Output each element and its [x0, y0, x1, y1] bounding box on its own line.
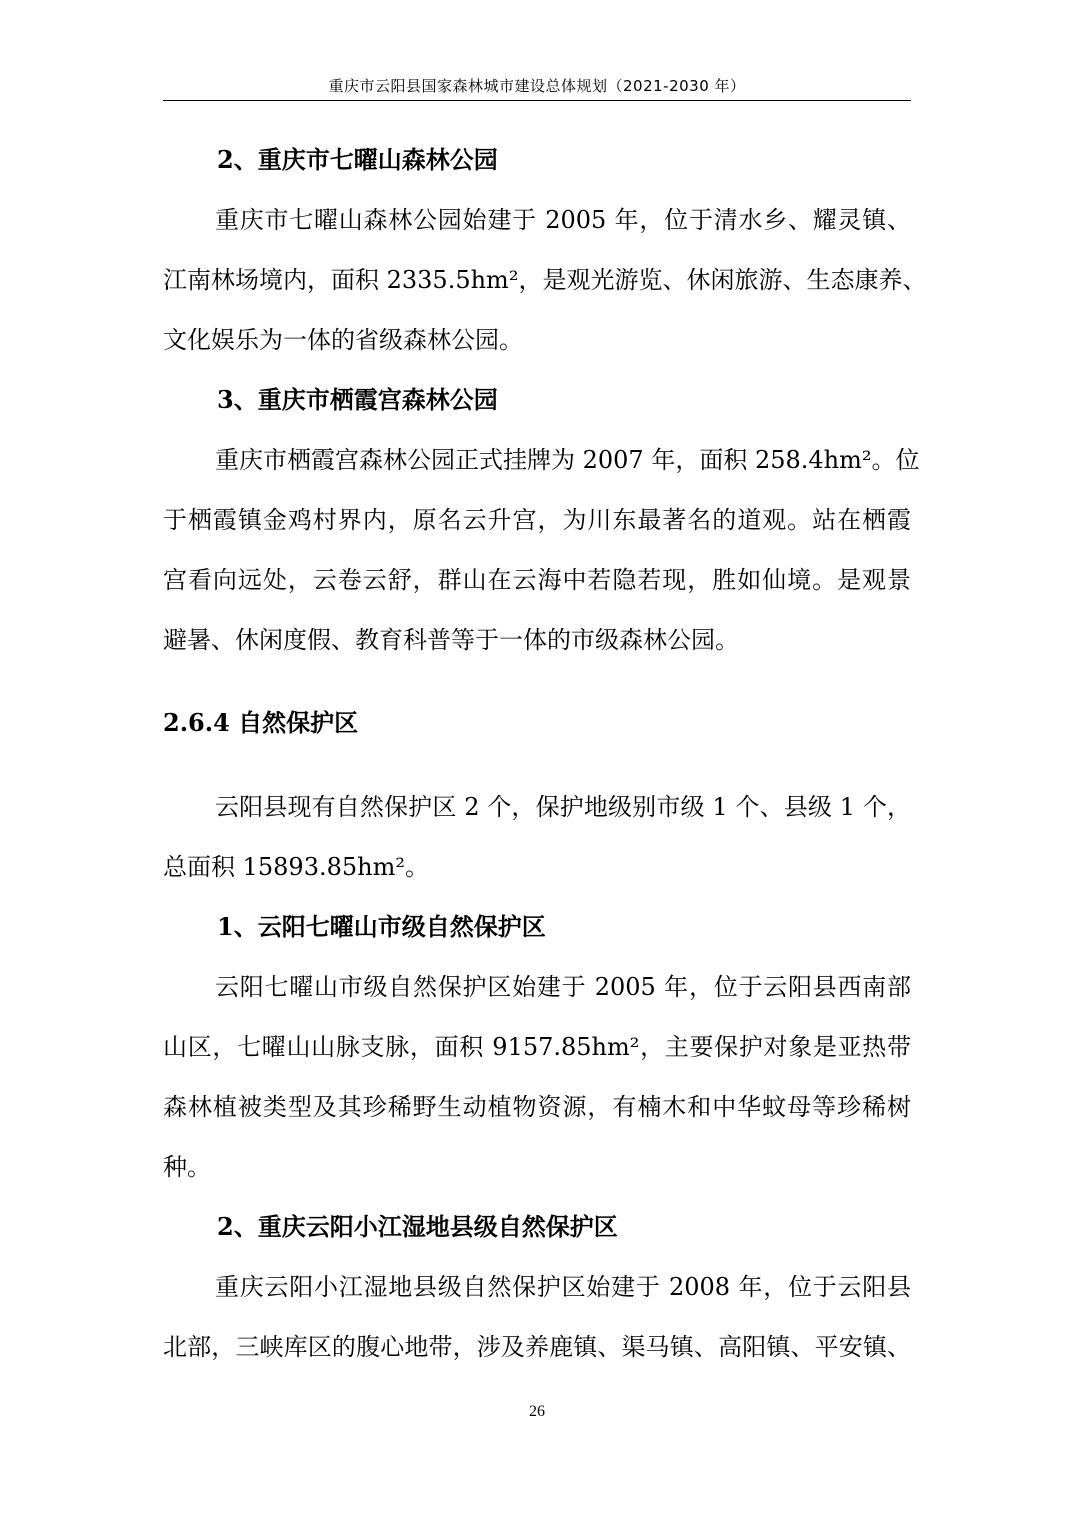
paragraph-line: 云阳七曜山市级自然保护区始建于 2005 年，位于云阳县西南部	[215, 973, 911, 1001]
paragraph-line: 避暑、休闲度假、教育科普等于一体的市级森林公园。	[163, 626, 739, 654]
subheading-xiaojiang-wetland-reserve: 2、重庆云阳小江湿地县级自然保护区	[217, 1212, 618, 1241]
paragraph-line: 北部，三峡库区的腹心地带，涉及养鹿镇、渠马镇、高阳镇、平安镇、	[163, 1333, 911, 1361]
paragraph-line: 江南林场境内，面积 2335.5hm²，是观光游览、休闲旅游、生态康养、	[163, 266, 927, 294]
document-title: 重庆市云阳县国家森林城市建设总体规划（2021-2030 年）	[328, 77, 746, 95]
subheading-qiyaoshan-forest-park: 2、重庆市七曜山森林公园	[217, 145, 498, 174]
paragraph-line: 重庆云阳小江湿地县级自然保护区始建于 2008 年，位于云阳县	[215, 1273, 911, 1301]
paragraph-line: 宫看向远处，云卷云舒，群山在云海中若隐若现，胜如仙境。是观景	[163, 566, 911, 594]
paragraph-line: 重庆市栖霞宫森林公园正式挂牌为 2007 年，面积 258.4hm²。位	[215, 446, 920, 474]
paragraph-line: 重庆市七曜山森林公园始建于 2005 年，位于清水乡、耀灵镇、	[215, 206, 911, 234]
paragraph-line: 文化娱乐为一体的省级森林公园。	[163, 326, 523, 354]
subheading-qixiagong-forest-park: 3、重庆市栖霞宫森林公园	[217, 385, 498, 414]
paragraph-line: 总面积 15893.85hm²。	[163, 853, 429, 881]
page-header	[163, 72, 911, 101]
page-number: 26	[529, 1403, 545, 1420]
paragraph-line: 种。	[163, 1153, 211, 1181]
paragraph-line: 森林植被类型及其珍稀野生动植物资源，有楠木和中华蚊母等珍稀树	[163, 1093, 911, 1121]
paragraph-line: 于栖霞镇金鸡村界内，原名云升宫，为川东最著名的道观。站在栖霞	[163, 506, 911, 534]
paragraph-line: 山区，七曜山山脉支脉，面积 9157.85hm²，主要保护对象是亚热带	[163, 1033, 911, 1061]
section-heading: 2.6.4 自然保护区	[163, 708, 359, 737]
paragraph-line: 云阳县现有自然保护区 2 个，保护地级别市级 1 个、县级 1 个，	[215, 793, 911, 821]
subheading-qiyaoshan-reserve: 1、云阳七曜山市级自然保护区	[217, 912, 546, 941]
